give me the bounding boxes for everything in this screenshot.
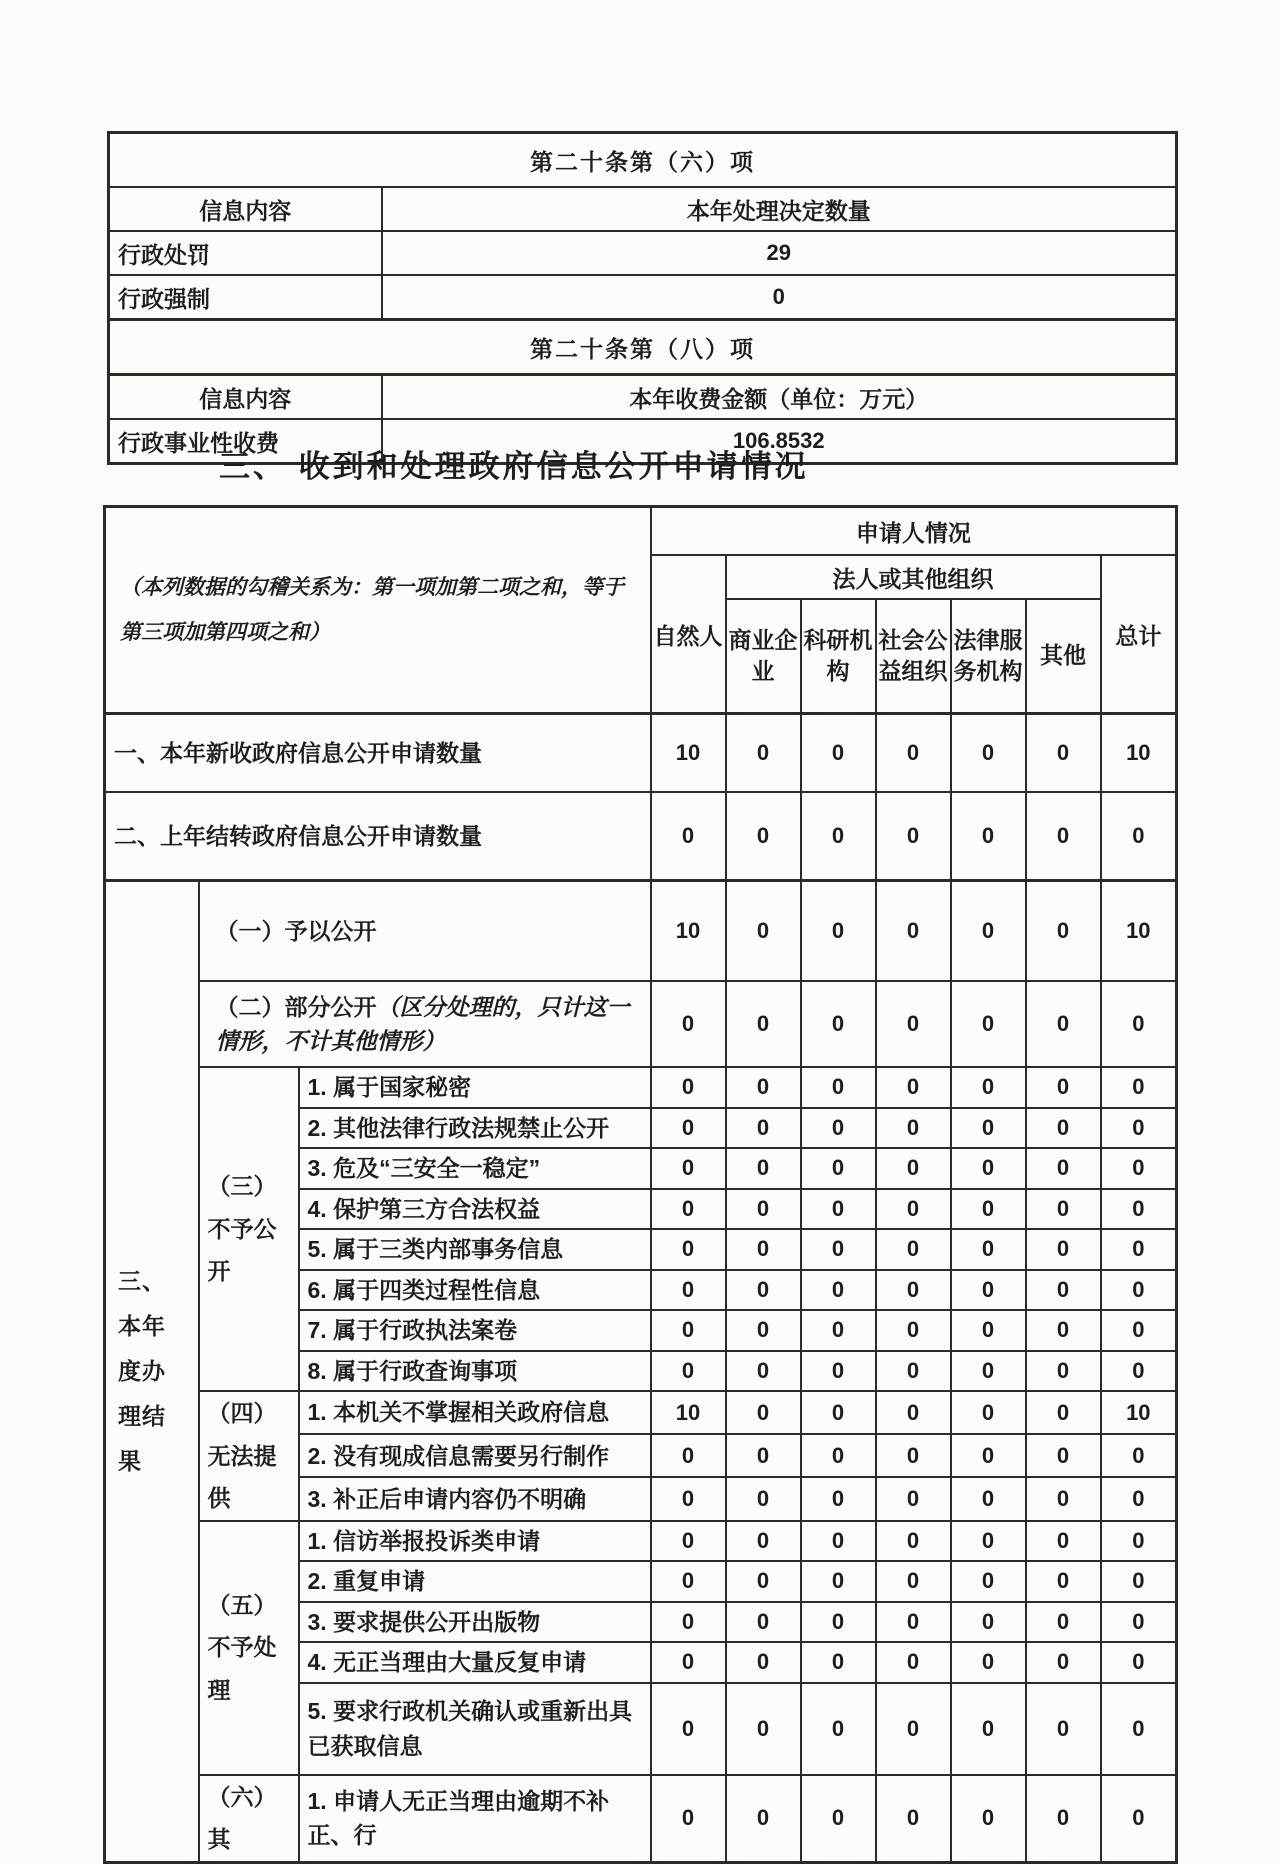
value-cell: 0: [726, 1310, 801, 1351]
value-cell: 0: [801, 981, 876, 1067]
value-cell: 0: [1101, 1434, 1177, 1477]
value-cell: 0: [726, 1229, 801, 1270]
table-row: [105, 881, 1177, 982]
table-row: [105, 1067, 1177, 1108]
article20-table: [107, 131, 1178, 465]
row-label: 3. 补正后申请内容仍不明确: [299, 1477, 651, 1520]
value-cell: 0: [876, 1351, 951, 1392]
value-cell: 0: [1026, 881, 1101, 982]
value-cell: 0: [1026, 1775, 1101, 1863]
table-row: [109, 187, 1177, 231]
value-cell: 0: [1026, 981, 1101, 1067]
value-cell: 0: [651, 1351, 726, 1392]
value-cell: 0: [1101, 1148, 1177, 1189]
value-cell: 0: [651, 1108, 726, 1149]
value-cell: 0: [951, 1229, 1026, 1270]
value-cell: 0: [726, 1683, 801, 1775]
unable-group-label: （四）无法提供: [199, 1391, 299, 1521]
value-cell: 0: [876, 1067, 951, 1108]
value-cell: 0: [951, 1521, 1026, 1562]
value-cell: 0: [651, 1434, 726, 1477]
value-cell: 10: [1101, 881, 1177, 982]
denied-group-label: （三）不予公开: [199, 1067, 299, 1391]
value-cell: 0: [951, 881, 1026, 982]
row-label: 行政强制: [109, 275, 382, 320]
row-label: 行政处罚: [109, 231, 382, 275]
value-cell: 0: [651, 1148, 726, 1189]
row-label: 1. 申请人无正当理由逾期不补正、行: [299, 1775, 651, 1863]
row-label: 1. 本机关不掌握相关政府信息: [299, 1391, 651, 1434]
value-cell: 0: [726, 1521, 801, 1562]
value-cell: 0: [726, 1067, 801, 1108]
applicant-status-header: 申请人情况: [651, 507, 1177, 556]
row-label: 4. 保护第三方合法权益: [299, 1189, 651, 1230]
value-cell: 0: [801, 1521, 876, 1562]
value-cell: 0: [801, 1270, 876, 1311]
row-label: 行政事业性收费: [109, 419, 382, 464]
value-cell: 0: [801, 1108, 876, 1149]
value-cell: 0: [1026, 1477, 1101, 1520]
value-cell: 0: [876, 881, 951, 982]
table-row: [105, 792, 1177, 881]
value-cell: 0: [951, 1189, 1026, 1230]
value-cell: 10: [651, 714, 726, 793]
table-row: [105, 1391, 1177, 1434]
value-cell: 0: [951, 1683, 1026, 1775]
row-label: 5. 属于三类内部事务信息: [299, 1229, 651, 1270]
row-label: 2. 其他法律行政法规禁止公开: [299, 1108, 651, 1149]
value-cell: 0: [1101, 1642, 1177, 1683]
value-cell: 0: [876, 1229, 951, 1270]
value-cell: 0: [726, 792, 801, 881]
legal-org-header: 法人或其他组织: [726, 555, 1101, 599]
row-label: 2. 没有现成信息需要另行制作: [299, 1434, 651, 1477]
value-cell: 0: [876, 1189, 951, 1230]
value-cell: 0: [951, 1561, 1026, 1602]
value-cell: 10: [1101, 714, 1177, 793]
header-row: [105, 507, 1177, 556]
value-cell: 0: [801, 1189, 876, 1230]
value-cell: 0: [1101, 1775, 1177, 1863]
value-cell: 0: [951, 1310, 1026, 1351]
row-label: 1. 信访举报投诉类申请: [299, 1521, 651, 1562]
value-cell: 0: [1101, 1229, 1177, 1270]
value-cell: 0: [1101, 1189, 1177, 1230]
row-label: 1. 属于国家秘密: [299, 1067, 651, 1108]
value-cell: 0: [801, 1775, 876, 1863]
table-row: [109, 375, 1177, 420]
value-cell: 0: [801, 881, 876, 982]
section6-header: 第二十条第（六）项: [109, 133, 1177, 188]
decision-count-header: 本年处理决定数量: [382, 187, 1177, 231]
column-header: 其他: [1026, 599, 1101, 714]
value-cell: 0: [876, 1561, 951, 1602]
value-cell: 29: [382, 231, 1177, 275]
value-cell: 0: [1101, 1310, 1177, 1351]
value-cell: 0: [951, 1434, 1026, 1477]
value-cell: 0: [651, 1642, 726, 1683]
value-cell: 0: [651, 792, 726, 881]
value-cell: 0: [1026, 1108, 1101, 1149]
other-group-label: （六）其: [199, 1775, 299, 1863]
column-header: 商业企业: [726, 599, 801, 714]
section8-header: 第二十条第（八）项: [109, 320, 1177, 375]
value-cell: 0: [876, 1108, 951, 1149]
value-cell: 0: [951, 1391, 1026, 1434]
value-cell: 0: [726, 1189, 801, 1230]
table-row: [109, 133, 1177, 188]
value-cell: 0: [726, 714, 801, 793]
value-cell: 0: [651, 1189, 726, 1230]
value-cell: 0: [801, 1434, 876, 1477]
row-label: 2. 重复申请: [299, 1561, 651, 1602]
value-cell: 0: [876, 1683, 951, 1775]
value-cell: 0: [1026, 1683, 1101, 1775]
value-cell: 0: [1026, 1642, 1101, 1683]
row-label: 一、本年新收政府信息公开申请数量: [105, 714, 651, 793]
row-label: 8. 属于行政查询事项: [299, 1351, 651, 1392]
value-cell: 0: [876, 1775, 951, 1863]
value-cell: 0: [876, 1642, 951, 1683]
value-cell: 0: [726, 1108, 801, 1149]
value-cell: 0: [801, 1683, 876, 1775]
value-cell: 0: [1026, 1434, 1101, 1477]
value-cell: 0: [1026, 1067, 1101, 1108]
table-row: [109, 231, 1177, 275]
value-cell: 0: [951, 1148, 1026, 1189]
row-label: 3. 危及“三安全一稳定”: [299, 1148, 651, 1189]
value-cell: 0: [651, 1310, 726, 1351]
value-cell: 0: [1026, 1351, 1101, 1392]
value-cell: 0: [1101, 1108, 1177, 1149]
value-cell: 0: [726, 1561, 801, 1602]
column-header: 法律服务机构: [951, 599, 1026, 714]
table-row: [105, 1521, 1177, 1562]
row-label: （一）予以公开: [199, 881, 651, 982]
row-label: 5. 要求行政机关确认或重新出具已获取信息: [299, 1683, 651, 1775]
row-label: 6. 属于四类过程性信息: [299, 1270, 651, 1311]
value-cell: 0: [951, 981, 1026, 1067]
value-cell: 0: [726, 1270, 801, 1311]
column-header: 社会公益组织: [876, 599, 951, 714]
value-cell: 0: [951, 1477, 1026, 1520]
fee-amount-header: 本年收费金额（单位：万元）: [382, 375, 1177, 420]
value-cell: 0: [801, 1391, 876, 1434]
total-header: 总计: [1101, 555, 1177, 714]
application-table: [103, 505, 1178, 1864]
value-cell: 0: [876, 1434, 951, 1477]
value-cell: 0: [801, 1229, 876, 1270]
value-cell: 10: [651, 881, 726, 982]
value-cell: 0: [876, 714, 951, 793]
value-cell: 0: [651, 1683, 726, 1775]
value-cell: 0: [801, 1351, 876, 1392]
value-cell: 0: [951, 1775, 1026, 1863]
row-label: 3. 要求提供公开出版物: [299, 1602, 651, 1643]
value-cell: 0: [876, 1521, 951, 1562]
value-cell: 0: [951, 1067, 1026, 1108]
value-cell: 0: [801, 1602, 876, 1643]
value-cell: 0: [726, 1351, 801, 1392]
value-cell: 0: [651, 1477, 726, 1520]
value-cell: 0: [1026, 1148, 1101, 1189]
section-title: 三、 收到和处理政府信息公开申请情况: [219, 449, 809, 484]
value-cell: 0: [1026, 1391, 1101, 1434]
value-cell: 0: [801, 1642, 876, 1683]
table-row: [109, 320, 1177, 375]
row-label-note: （区分处理的，只计这一情形，不计其他情形）: [215, 993, 630, 1054]
value-cell: 0: [726, 981, 801, 1067]
value-cell: 0: [726, 1602, 801, 1643]
value-cell: 0: [1026, 1521, 1101, 1562]
value-cell: 0: [951, 1642, 1026, 1683]
row-label: [199, 981, 651, 1067]
value-cell: 0: [726, 1434, 801, 1477]
value-cell: 0: [1101, 1561, 1177, 1602]
value-cell: 0: [876, 1602, 951, 1643]
value-cell: 0: [726, 1391, 801, 1434]
value-cell: 0: [1101, 1602, 1177, 1643]
value-cell: 0: [651, 1067, 726, 1108]
value-cell: 0: [1026, 1561, 1101, 1602]
value-cell: 106.8532: [382, 419, 1177, 464]
value-cell: 0: [651, 1521, 726, 1562]
value-cell: 0: [801, 1067, 876, 1108]
table-row: [105, 1775, 1177, 1863]
value-cell: 0: [651, 1229, 726, 1270]
value-cell: 0: [1026, 1602, 1101, 1643]
value-cell: 0: [801, 1477, 876, 1520]
value-cell: 0: [726, 1775, 801, 1863]
value-cell: 0: [651, 1602, 726, 1643]
table-row: [105, 714, 1177, 793]
value-cell: 0: [801, 1148, 876, 1189]
value-cell: 0: [876, 1310, 951, 1351]
value-cell: 0: [726, 1642, 801, 1683]
value-cell: 0: [801, 1561, 876, 1602]
value-cell: 0: [1101, 1683, 1177, 1775]
value-cell: 0: [876, 1148, 951, 1189]
annual-results-group-label: 三、本年度办理结果: [105, 881, 199, 1863]
value-cell: 10: [651, 1391, 726, 1434]
value-cell: 0: [1101, 1067, 1177, 1108]
reconciliation-note: （本列数据的勾稽关系为：第一项加第二项之和，等于第三项加第四项之和）: [105, 507, 651, 714]
value-cell: 0: [1101, 1521, 1177, 1562]
value-cell: 0: [1026, 792, 1101, 881]
natural-person-header: 自然人: [651, 555, 726, 714]
value-cell: 0: [1026, 1310, 1101, 1351]
value-cell: 0: [876, 981, 951, 1067]
value-cell: 10: [1101, 1391, 1177, 1434]
value-cell: 0: [1101, 1351, 1177, 1392]
value-cell: 0: [651, 1775, 726, 1863]
value-cell: 0: [951, 1270, 1026, 1311]
value-cell: 0: [801, 1310, 876, 1351]
value-cell: 0: [876, 1391, 951, 1434]
value-cell: 0: [1026, 1270, 1101, 1311]
value-cell: 0: [876, 1270, 951, 1311]
value-cell: 0: [726, 881, 801, 982]
value-cell: 0: [726, 1148, 801, 1189]
row-label: 4. 无正当理由大量反复申请: [299, 1642, 651, 1683]
table-row: [109, 275, 1177, 320]
value-cell: 0: [1101, 1270, 1177, 1311]
value-cell: 0: [876, 1477, 951, 1520]
info-content-label: 信息内容: [109, 375, 382, 420]
value-cell: 0: [651, 1270, 726, 1311]
value-cell: 0: [951, 1351, 1026, 1392]
row-label: 7. 属于行政执法案卷: [299, 1310, 651, 1351]
value-cell: 0: [1026, 1229, 1101, 1270]
row-label: 二、上年结转政府信息公开申请数量: [105, 792, 651, 881]
value-cell: 0: [801, 714, 876, 793]
value-cell: 0: [951, 1602, 1026, 1643]
value-cell: 0: [951, 1108, 1026, 1149]
table-row: [105, 981, 1177, 1067]
value-cell: 0: [951, 792, 1026, 881]
value-cell: 0: [1101, 981, 1177, 1067]
value-cell: 0: [1026, 714, 1101, 793]
row-label-main: （二）部分公开: [215, 993, 377, 1020]
value-cell: 0: [801, 792, 876, 881]
column-header: 科研机构: [801, 599, 876, 714]
value-cell: 0: [651, 1561, 726, 1602]
value-cell: 0: [651, 981, 726, 1067]
info-content-label: 信息内容: [109, 187, 382, 231]
value-cell: 0: [951, 714, 1026, 793]
value-cell: 0: [876, 792, 951, 881]
value-cell: 0: [1026, 1189, 1101, 1230]
value-cell: 0: [382, 275, 1177, 320]
not-processed-group-label: （五）不予处理: [199, 1521, 299, 1775]
value-cell: 0: [1101, 1477, 1177, 1520]
value-cell: 0: [726, 1477, 801, 1520]
value-cell: 0: [1101, 792, 1177, 881]
